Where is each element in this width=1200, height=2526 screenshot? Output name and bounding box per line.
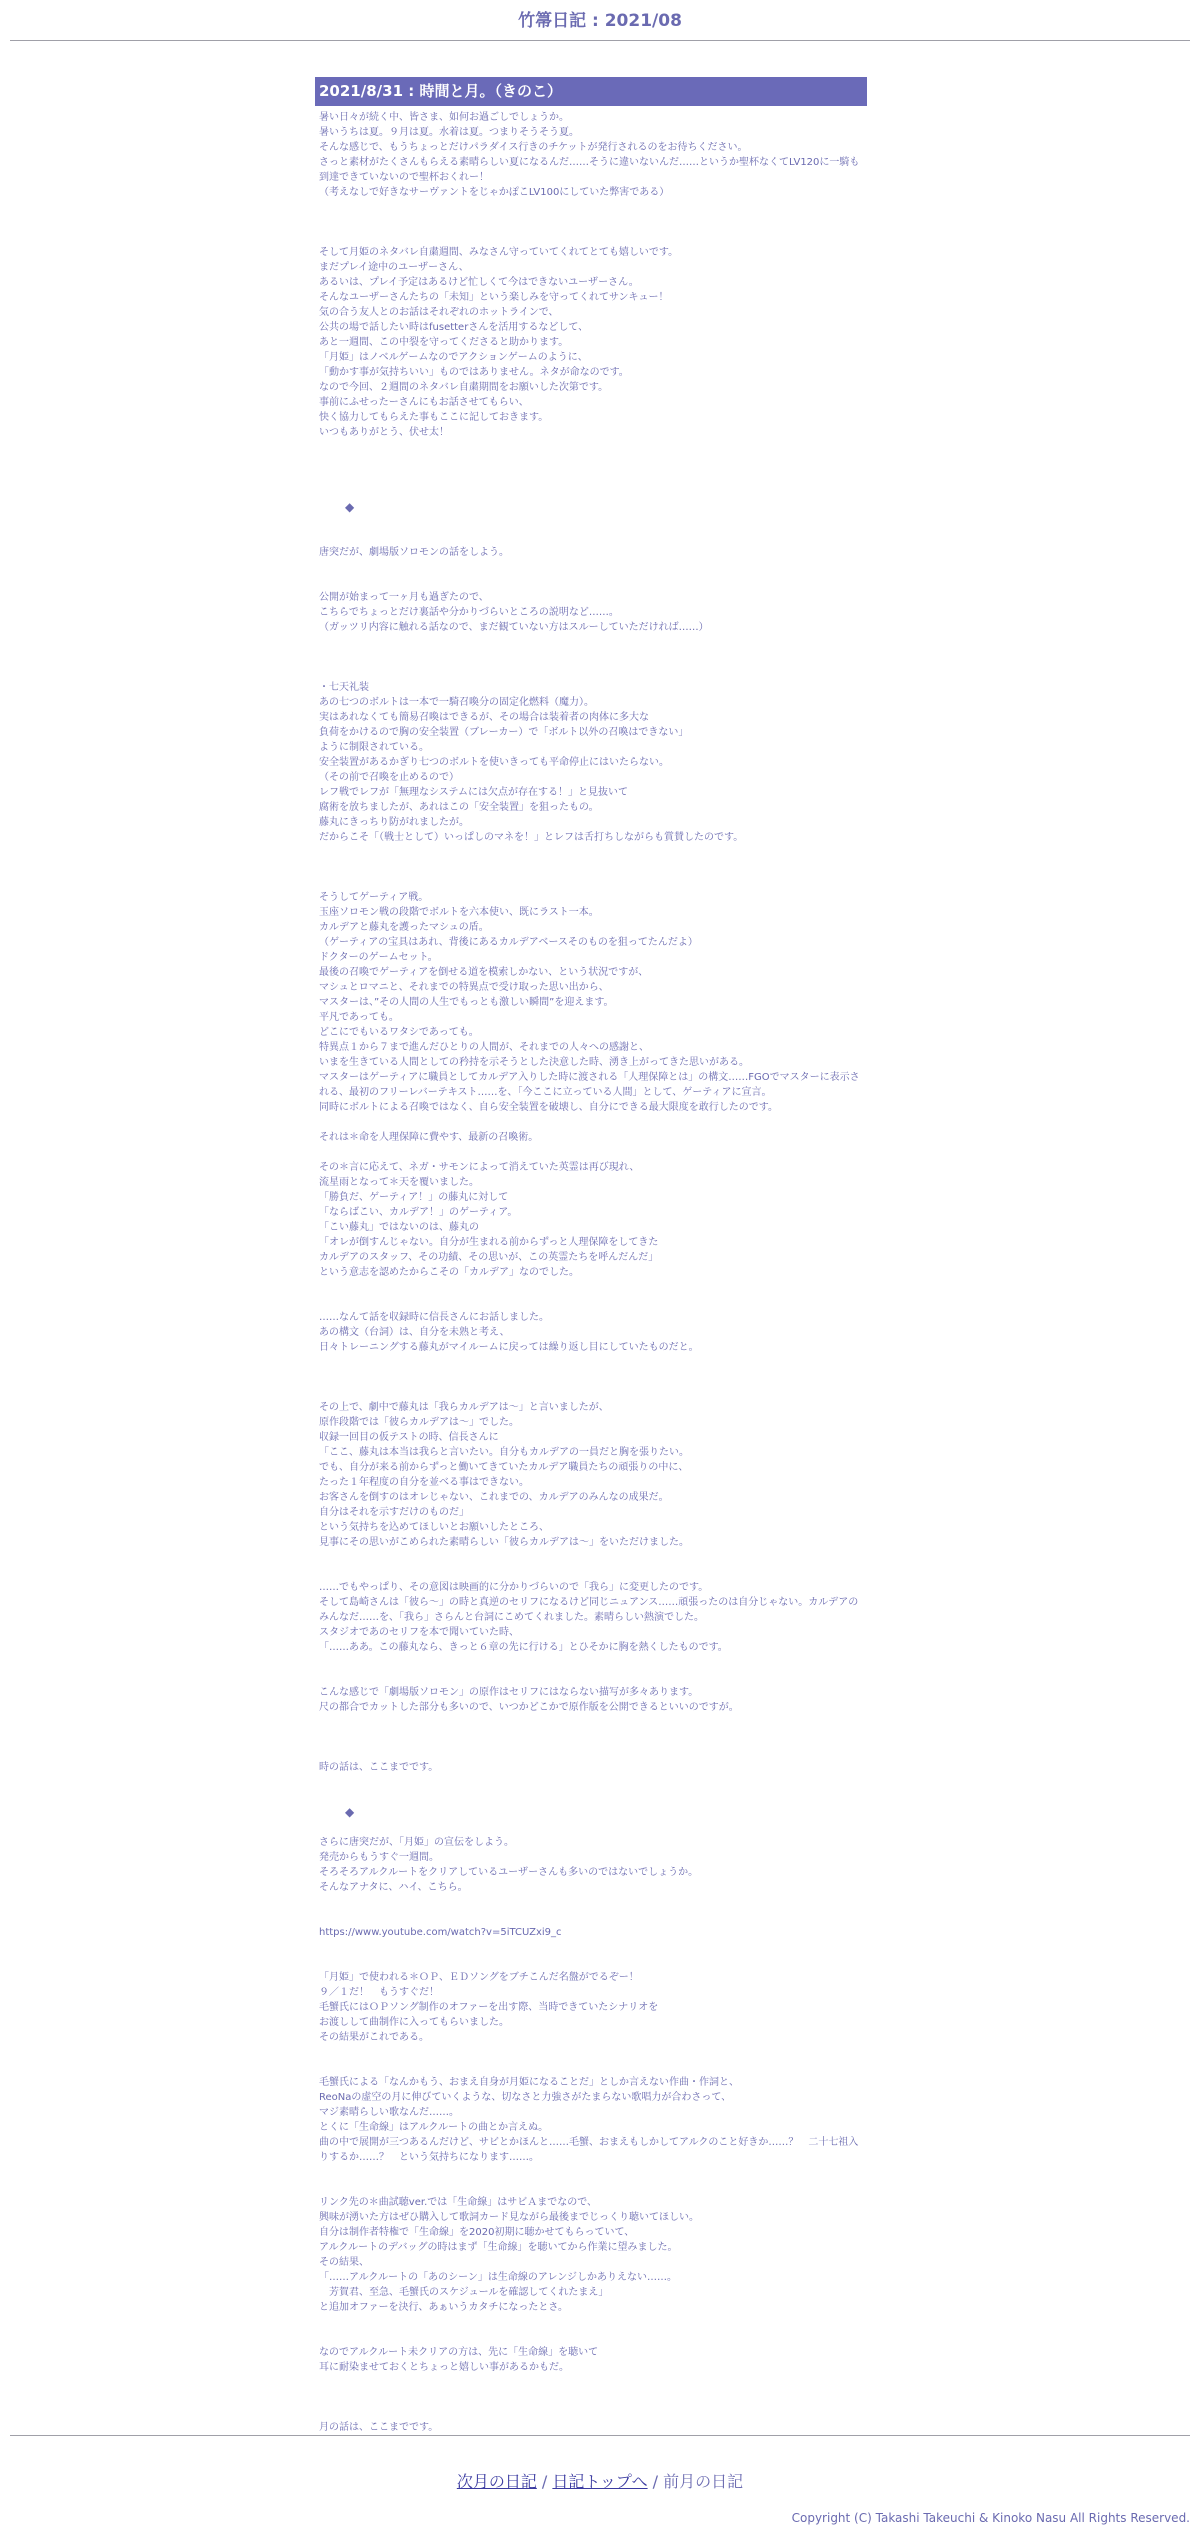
page-header bbox=[0, 0, 1200, 40]
paragraph-intro: 暑い日々が続く中、皆さま、如何お過ごしでしょうか。 暑いうちは夏。９月は夏。水着は夏。つまりそうそう夏。 そんな感じで、もうちょっとだけパラダイス行きのチケットが発行されるのをお待ちください。 さっと素材がたくさんもらえる素晴らしい夏になるんだ……そうに違いないんだ……というか聖杯なくてLV120に一騎も到達できていないので聖杯おくれー！ （考えなしで好きなサーヴァントをじゃかぽこLV100にしていた弊害である） bbox=[319, 112, 860, 198]
entry-title: 2021/8/31 : 時間と月。（きのこ） bbox=[315, 77, 867, 106]
paragraph-time-end: 時の話は、ここまでです。 bbox=[319, 1762, 439, 1773]
diary-content bbox=[315, 77, 867, 2435]
footer-navigation bbox=[0, 2472, 1200, 2492]
paragraph-uncleared: なのでアルクルート未クリアの方は、先に「生命線」を聴いて 耳に耐染ませておくとちょっと嬉しい事があるかもだ。 bbox=[319, 2347, 599, 2373]
paragraph-shichiten: ・七天礼装 あの七つのボルトは一本で一騎召喚分の固定化燃料（魔力）。 実はあれなくても簡易召喚はできるが、その場合は装着者の肉体に多大な 負荷をかけるので胸の安全装置（ブレーカー）で「ボルト以外の召喚はできない」 ように制限されている。 安全装置があるかぎり七つのボルトを使いきっても平命停止にはいたらない。 （その前で召喚を止めるので） レフ戦でレフが「無理なシステムには欠点が存在する！」と見抜いて 腐術を放ちましたが、あれはこの「安全装置」を狙ったもの。 藤丸にきっちり防がれましたが。 だからこそ「（戦士として）いっぱしのマネを！」とレフは舌打ちしながらも賞賛したのです。 bbox=[319, 682, 744, 843]
paragraph-op-ed: 「月姫」で使われる＊ＯＰ、ＥＤソングをブチこんだ名盤がでるぞー！ ９／１だ！ もうすぐだ！ 毛蟹氏にはＯＰソング制作のオファーを出す際、当時できていたシナリオを お渡しして曲制作に入ってもらいました。 その結果がこれである。 bbox=[319, 1972, 659, 2043]
paragraph-tsukihime-intro: さらに唐突だが、「月姫」の宣伝をしよう。 発売からもうすぐ一週間。 そろそろアルクルートをクリアしているユーザーさんも多いのではないでしょうか。 そんなアナタに、ハイ、こちら。 bbox=[319, 1837, 699, 1893]
paragraph-link-note: リンク先の＊曲試聴ver.では「生命線」はサビＡまでなので、 興味が湧いた方はぜひ購入して歌詞カード見ながら最後までじっくり聴いてほしい。 自分は制作者特権で「生命線」を2020初期に聴かせてもらっていて、 アルクルートのデバッグの時はまず「生命線」を聴いてから作業に望みました。 その結果、 「……アルクルートの「あのシーン」は生命線のアレンジしかありえない……。 芳賀君、至急、毛蟹氏のスケジュールを確認してくれたまえ」 と追加オファーを決行、あぁいうカタチになったとさ。 bbox=[319, 2197, 699, 2313]
diary-top-link[interactable]: 日記トップへ bbox=[552, 2472, 648, 2491]
next-month-link[interactable]: 次月の日記 bbox=[456, 2472, 537, 2491]
paragraph-solomon-notice: 公開が始まって一ヶ月も過ぎたので、 こちらでちょっとだけ裏話や分かりづらいところの説明など……。 （ガッツリ内容に触れる話なので、まだ観ていない方はスルーしていただければ……） bbox=[319, 592, 709, 633]
youtube-link[interactable]: https://www.youtube.com/watch?v=5iTCUZxi9_c bbox=[319, 1927, 562, 1938]
paragraph-goetia: そうしてゲーティア戦。 玉座ソロモン戦の段階でボルトを六本使い、既にラスト一本。 カルデアと藤丸を護ったマシュの盾。 （ゲーティアの宝具はあれ、背後にあるカルデアベースそのものを狙ってたんだよ） ドクターのゲームセット。 最後の召喚でゲーティアを倒せる道を模索しかない、という状況ですが、 マシュとロマニと、それまでの特異点で受け取った思い出から、 マスターは、”その人間の人生でもっとも激しい瞬間”を迎えます。 平凡であっても。 どこにでもいるワタシであっても。 特異点１から７まで進んだひとりの人間が、それまでの人々への感謝と、 いまを生きている人間としての矜持を示そうとした決意した時、湧き上がってきた思いがある。 マスターはゲーティアに職員としてカルデア入りした時に渡される「人理保障とは」の構文……FGOでマスターに表示される、最初のフリーレバーテキスト……を、「今ここに立っている人間」として、ゲーティアに宣言。 同時にボルトによる召喚ではなく、自ら安全装置を破壊し、自分にできる最大限度を敢行したのです。 bbox=[319, 892, 860, 1113]
copyright: Copyright (C) Takashi Takeuchi & Kinoko Nasu All Rights Reserved. bbox=[791, 2511, 1190, 2525]
paragraph-summon: それは＊命を人理保障に費やす、最新の召喚術。 bbox=[319, 1132, 539, 1143]
section-divider-diamond: ◆ bbox=[345, 500, 355, 514]
page-title: 竹箒日記 : 2021/08 bbox=[518, 11, 682, 31]
paragraph-original: こんな感じで「劇場版ソロモン」の原作はセリフにはならない描写が多々あります。 尺の都合でカットした部分も多いので、いつかどこかで原作版を公開できるといいのですが。 bbox=[319, 1687, 739, 1713]
paragraph-heroes: その＊言に応えて、ネガ・サモンによって消えていた英霊は再び現れ、 流星雨となって＊天を覆いました。 「勝負だ、ゲーティア！」の藤丸に対して 「ならばこい、カルデア！」のゲーティア。 「こい藤丸」ではないのは、藤丸の 「オレが倒すんじゃない。自分が生まれる前からずっと人理保障をしてきた カルデアのスタッフ、その功績、その思いが、この英霊たちを呼んだんだ」 という意志を認めたからこその「カルデア」なのでした。 bbox=[319, 1162, 659, 1278]
paragraph-change: ……でもやっぱり、その意図は映画的に分かりづらいので「我ら」に変更したのです。 そして島崎さんは「彼ら～」の時と真逆のセリフになるけど同じニュアンス……頑張ったのは自分じゃない。カルデアのみんなだ……を、「我ら」さらんと台詞にこめてくれました。素晴らしい熱演でした。 スタジオであのセリフを本で聞いていた時、 「……ああ。この藤丸なら、きっと６章の先に行ける」とひそかに胸を熱くしたものです。 bbox=[319, 1582, 859, 1653]
nav-separator: / bbox=[647, 2472, 664, 2491]
prev-month-text: 前月の日記 bbox=[663, 2472, 744, 2491]
nav-separator: / bbox=[536, 2472, 553, 2491]
paragraph-kegani: 毛蟹氏による「なんかもう、おまえ自身が月姫になることだ」としか言えない作曲・作詞と、 ReoNaの虚空の月に伸びていくような、切なさと力強さがたまらない歌唱力が合わさって、 マジ素晴らしい歌なんだ……。 とくに「生命線」はアルクルートの曲とか言えぬ。 曲の中で展開が三つあるんだけど、サビとかほんと……毛蟹、おまえもしかしてアルクのこと好きか……？ 二十七祖入りするか……？ という気持ちになります……。 bbox=[319, 2077, 859, 2163]
paragraph-spoiler-notice: そして月姫のネタバレ自粛週間、みなさん守っていてくれてとても嬉しいです。 まだプレイ途中のユーザーさん、 あるいは、プレイ予定はあるけど忙しくて今はできないユーザーさん。 そんなユーザーさんたちの「未知」という楽しみを守ってくれてサンキュー！ 気の合う友人とのお話はそれぞれのホットラインで、 公共の場で話したい時はfusetterさんを活用するなどして、 あと一週間、この中裂を守ってくださると助かります。 「月姫」はノベルゲームなのでアクションゲームのように、 「動かす事が気持ちいい」ものではありません。ネタが命なのです。 なので今回、２週間のネタバレ自粛期間をお願いした次第です。 事前にふせったーさんにもお話させてもらい、 快く協力してもらえた事もここに記しておきます。 いつもありがとう、伏せ太！ bbox=[319, 247, 679, 438]
header-divider bbox=[10, 40, 1190, 41]
paragraph-solomon-intro: 唐突だが、劇場版ソロモンの話をしよう。 bbox=[319, 547, 509, 558]
paragraph-recording: ……なんて話を収録時に信長さんにお話しました。 あの構文（台詞）は、自分を未熟と考え、 日々トレーニングする藤丸がマイルームに戻っては繰り返し目にしていたものだと。 bbox=[319, 1312, 699, 1353]
entry-body bbox=[315, 110, 867, 2435]
paragraph-moon-end: 月の話は、ここまでです。 bbox=[319, 2422, 439, 2433]
section-divider-diamond: ◆ bbox=[345, 1805, 355, 1819]
paragraph-bokura: その上で、劇中で藤丸は「我らカルデアは～」と言いましたが、 原作段階では「彼らカルデアは～」でした。 収録一回目の仮テストの時、信長さんに 「ここ、藤丸は本当は我らと言いたい。自分もカルデアの一員だと胸を張りたい。 でも、自分が来る前からずっと働いてきていたカルデア職員たちの頑張りの中に、 たった１年程度の自分を並べる事はできない。 お客さんを倒すのはオレじゃない、これまでの、カルデアのみんなの成果だ。 自分はそれを示すだけのものだ」 という気持ちを込めてほしいとお願いしたところ、 見事にその思いがこめられた素晴らしい「彼らカルデアは～」をいただけました。 bbox=[319, 1402, 689, 1548]
footer-divider bbox=[10, 2435, 1190, 2436]
